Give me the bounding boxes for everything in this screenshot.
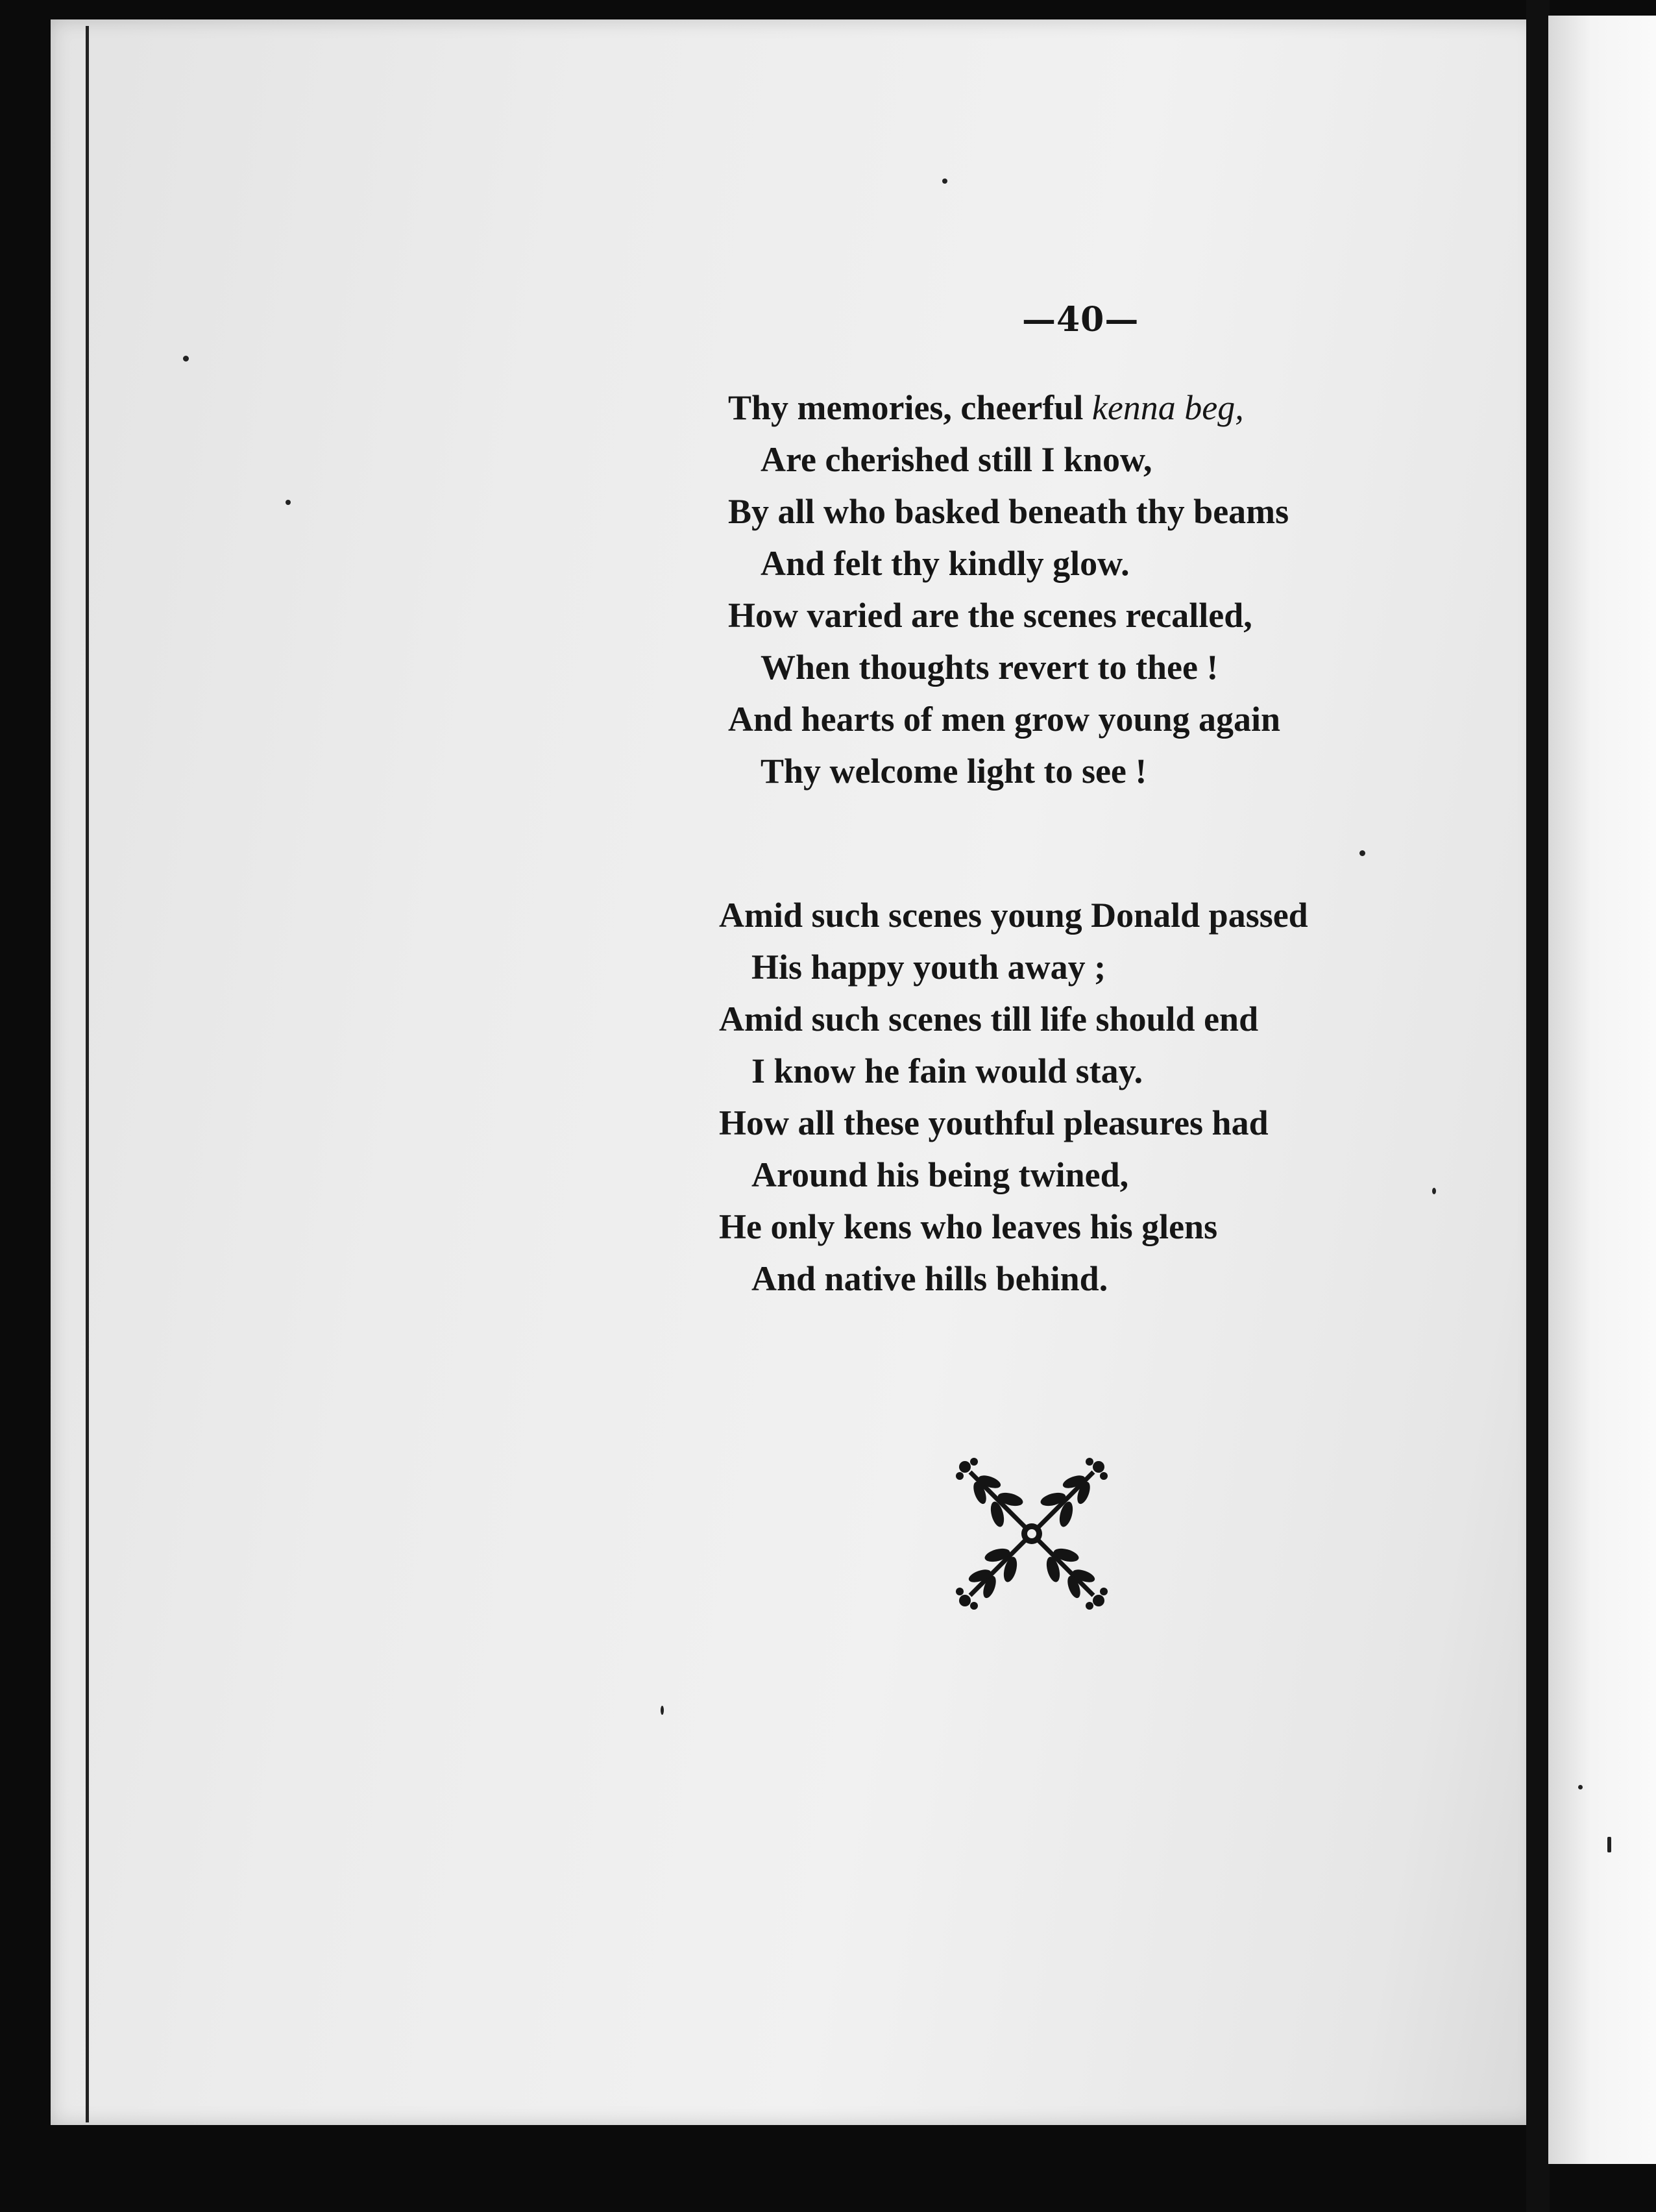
poem-line-text: Thy memories, cheerful [728,388,1092,427]
dust-speck [183,356,189,362]
dust-speck [1578,1785,1583,1789]
poem-line: His happy youth away ; [751,948,1106,987]
poem-line: How varied are the scenes recalled, [728,596,1252,635]
ornament-leaves [956,1458,1108,1610]
dust-speck [942,178,947,184]
poem-stanza-2 [719,889,1308,1305]
dust-speck [1432,1188,1436,1194]
poem-line: Thy welcome light to see ! [761,752,1147,791]
poem-stanza-1 [728,382,1289,797]
poem-line: Amid such scenes young Donald passed [719,896,1308,935]
adjacent-page-edge [1548,16,1656,2164]
poem-line: By all who basked beneath thy beams [728,492,1289,531]
poem-line [728,382,1289,434]
poem-line: I know he fain would stay. [751,1051,1143,1090]
poem-line: When thoughts revert to thee ! [761,648,1219,687]
poem-line: And felt thy kindly glow. [761,544,1130,583]
floral-cross-ornament-icon [951,1453,1113,1615]
page-edge-rule [86,26,89,2122]
page-gutter-shadow [1526,0,1550,2212]
page-number: —40— [1022,300,1139,339]
dust-speck [1359,850,1365,856]
dust-speck [286,500,291,505]
poem-line: Around his being twined, [751,1155,1129,1194]
dust-speck [1607,1837,1611,1852]
poem-line: Are cherished still I know, [761,440,1152,479]
poem-line: Amid such scenes till life should end [719,1000,1259,1038]
poem-line: And hearts of men grow young again [728,700,1281,739]
poem-line: How all these youthful pleasures had [719,1103,1269,1142]
italic-phrase: kenna beg, [1091,388,1244,427]
poem-line: And native hills behind. [751,1259,1108,1298]
dust-speck [661,1706,664,1715]
poem-line: He only kens who leaves his glens [719,1207,1218,1246]
